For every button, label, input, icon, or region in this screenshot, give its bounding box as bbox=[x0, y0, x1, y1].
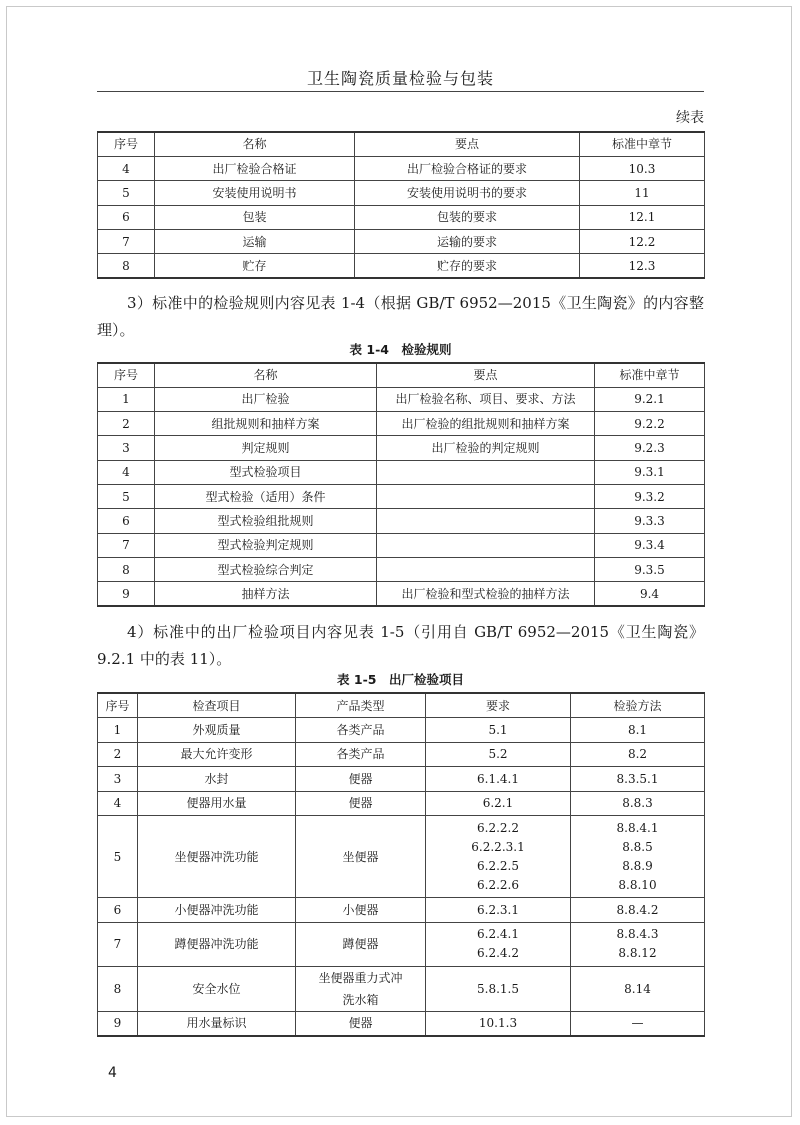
check-item: 坐便器冲洗功能 bbox=[138, 816, 296, 898]
item-name: 抽样方法 bbox=[155, 582, 377, 606]
test-method-line: 8.8.4.3 bbox=[616, 927, 659, 941]
product-type: 坐便器重力式冲洗水箱 bbox=[296, 966, 426, 1011]
row-number: 4 bbox=[98, 156, 155, 180]
row-number: 7 bbox=[98, 533, 155, 557]
column-header: 检验方法 bbox=[571, 693, 705, 718]
table-row bbox=[98, 460, 705, 484]
table-row bbox=[98, 922, 705, 966]
row-number: 2 bbox=[98, 742, 138, 767]
table-row bbox=[98, 898, 705, 923]
requirement: 6.2.1 bbox=[426, 791, 571, 816]
test-method-line: 8.8.5 bbox=[622, 839, 653, 854]
column-header: 要求 bbox=[426, 693, 571, 718]
table-row bbox=[98, 387, 705, 411]
requirement-line: 6.2.4.2 bbox=[477, 946, 519, 960]
section-ref: 9.3.4 bbox=[595, 533, 705, 557]
requirement-line: 6.2.4.1 bbox=[477, 927, 519, 941]
item-name: 运输 bbox=[155, 230, 355, 254]
key-point bbox=[377, 484, 595, 508]
check-item: 小便器冲洗功能 bbox=[138, 898, 296, 923]
item-name: 安装使用说明书 bbox=[155, 181, 355, 205]
section-ref: 12.3 bbox=[580, 254, 705, 278]
key-point: 出厂检验和型式检验的抽样方法 bbox=[377, 582, 595, 606]
table-row bbox=[98, 816, 705, 898]
table-row bbox=[98, 791, 705, 816]
item-name: 型式检验项目 bbox=[155, 460, 377, 484]
test-method: 8.8.4.2 bbox=[571, 898, 705, 923]
section-ref: 9.3.2 bbox=[595, 484, 705, 508]
check-item: 用水量标识 bbox=[138, 1011, 296, 1036]
product-type: 蹲便器 bbox=[296, 922, 426, 966]
check-item: 最大允许变形 bbox=[138, 742, 296, 767]
test-method-line: 8.8.4.1 bbox=[616, 820, 659, 835]
row-number: 3 bbox=[98, 436, 155, 460]
table-row bbox=[98, 205, 705, 229]
item-name: 型式检验综合判定 bbox=[155, 557, 377, 581]
section-ref: 9.4 bbox=[595, 582, 705, 606]
key-point: 出厂检验合格证的要求 bbox=[355, 156, 580, 180]
column-header: 序号 bbox=[98, 132, 155, 156]
item-name: 包装 bbox=[155, 205, 355, 229]
key-point: 安装使用说明书的要求 bbox=[355, 181, 580, 205]
key-point: 出厂检验的判定规则 bbox=[377, 436, 595, 460]
section-ref: 9.2.2 bbox=[595, 412, 705, 436]
key-point: 出厂检验名称、项目、要求、方法 bbox=[377, 387, 595, 411]
row-number: 1 bbox=[98, 718, 138, 743]
section-ref: 9.2.3 bbox=[595, 436, 705, 460]
item-name: 贮存 bbox=[155, 254, 355, 278]
item-name: 判定规则 bbox=[155, 436, 377, 460]
row-number: 6 bbox=[98, 509, 155, 533]
paragraph-3-text: 3）标准中的检验规则内容见表 1-4（根据 GB/T 6952—2015《卫生陶瓷》的内容整理）。 bbox=[97, 294, 704, 339]
key-point: 包装的要求 bbox=[355, 205, 580, 229]
row-number: 1 bbox=[98, 387, 155, 411]
row-number: 8 bbox=[98, 254, 155, 278]
product-type: 各类产品 bbox=[296, 718, 426, 743]
column-header: 名称 bbox=[155, 132, 355, 156]
test-method bbox=[571, 816, 705, 898]
check-item: 外观质量 bbox=[138, 718, 296, 743]
item-name: 出厂检验合格证 bbox=[155, 156, 355, 180]
row-number: 4 bbox=[98, 791, 138, 816]
requirement bbox=[426, 816, 571, 898]
test-method-line: 8.8.12 bbox=[618, 946, 657, 960]
section-ref: 9.3.5 bbox=[595, 557, 705, 581]
key-point: 运输的要求 bbox=[355, 230, 580, 254]
table-header-row bbox=[98, 693, 705, 718]
item-name: 组批规则和抽样方案 bbox=[155, 412, 377, 436]
requirement: 10.1.3 bbox=[426, 1011, 571, 1036]
table-row bbox=[98, 436, 705, 460]
row-number: 5 bbox=[98, 816, 138, 898]
table-row bbox=[98, 230, 705, 254]
paragraph-3 bbox=[97, 290, 704, 344]
requirement: 5.2 bbox=[426, 742, 571, 767]
check-item: 便器用水量 bbox=[138, 791, 296, 816]
row-number: 6 bbox=[98, 205, 155, 229]
item-name: 型式检验判定规则 bbox=[155, 533, 377, 557]
column-header: 标准中章节 bbox=[595, 363, 705, 387]
table-1-5 bbox=[97, 692, 705, 1037]
test-method bbox=[571, 922, 705, 966]
column-header: 序号 bbox=[98, 363, 155, 387]
section-ref: 9.3.1 bbox=[595, 460, 705, 484]
row-number: 5 bbox=[98, 484, 155, 508]
row-number: 5 bbox=[98, 181, 155, 205]
section-ref: 9.3.3 bbox=[595, 509, 705, 533]
row-number: 9 bbox=[98, 582, 155, 606]
check-item: 安全水位 bbox=[138, 966, 296, 1011]
key-point bbox=[377, 533, 595, 557]
column-header: 标准中章节 bbox=[580, 132, 705, 156]
table-row bbox=[98, 582, 705, 606]
row-number: 9 bbox=[98, 1011, 138, 1036]
row-number: 8 bbox=[98, 966, 138, 1011]
column-header: 检查项目 bbox=[138, 693, 296, 718]
check-item: 水封 bbox=[138, 767, 296, 792]
product-type: 便器 bbox=[296, 767, 426, 792]
table-row bbox=[98, 767, 705, 792]
row-number: 4 bbox=[98, 460, 155, 484]
continued-table bbox=[97, 131, 705, 279]
key-point bbox=[377, 460, 595, 484]
table-row bbox=[98, 1011, 705, 1036]
product-type: 各类产品 bbox=[296, 742, 426, 767]
section-ref: 12.1 bbox=[580, 205, 705, 229]
table-row bbox=[98, 557, 705, 581]
table-row bbox=[98, 509, 705, 533]
product-type: 坐便器 bbox=[296, 816, 426, 898]
requirement-line: 6.2.2.6 bbox=[477, 877, 519, 892]
column-header: 要点 bbox=[355, 132, 580, 156]
test-method: 8.2 bbox=[571, 742, 705, 767]
column-header: 名称 bbox=[155, 363, 377, 387]
key-point: 贮存的要求 bbox=[355, 254, 580, 278]
table-row bbox=[98, 966, 705, 1011]
row-number: 7 bbox=[98, 230, 155, 254]
requirement: 6.1.4.1 bbox=[426, 767, 571, 792]
row-number: 7 bbox=[98, 922, 138, 966]
test-method: 8.8.3 bbox=[571, 791, 705, 816]
continued-table-label: 续表 bbox=[676, 110, 704, 126]
table-row bbox=[98, 156, 705, 180]
key-point bbox=[377, 557, 595, 581]
table-row bbox=[98, 742, 705, 767]
column-header: 要点 bbox=[377, 363, 595, 387]
requirement-line: 6.2.2.5 bbox=[477, 858, 519, 873]
requirement-line: 6.2.2.3.1 bbox=[471, 839, 525, 854]
test-method-line: 8.8.9 bbox=[622, 858, 653, 873]
header-rule bbox=[97, 91, 704, 92]
table-row bbox=[98, 254, 705, 278]
table-header-row bbox=[98, 132, 705, 156]
row-number: 8 bbox=[98, 557, 155, 581]
running-header: 卫生陶瓷质量检验与包装 bbox=[306, 69, 494, 88]
check-item: 蹲便器冲洗功能 bbox=[138, 922, 296, 966]
table-row bbox=[98, 412, 705, 436]
key-point bbox=[377, 509, 595, 533]
requirement bbox=[426, 922, 571, 966]
test-method: 8.1 bbox=[571, 718, 705, 743]
table-1-5-caption: 表 1-5 出厂检验项目 bbox=[337, 672, 464, 687]
row-number: 2 bbox=[98, 412, 155, 436]
product-type: 便器 bbox=[296, 791, 426, 816]
section-ref: 11 bbox=[580, 181, 705, 205]
product-type: 便器 bbox=[296, 1011, 426, 1036]
row-number: 6 bbox=[98, 898, 138, 923]
table-1-4-caption: 表 1-4 检验规则 bbox=[349, 342, 452, 357]
paragraph-4 bbox=[97, 619, 704, 673]
column-header: 产品类型 bbox=[296, 693, 426, 718]
key-point: 出厂检验的组批规则和抽样方案 bbox=[377, 412, 595, 436]
product-type: 小便器 bbox=[296, 898, 426, 923]
requirement: 6.2.3.1 bbox=[426, 898, 571, 923]
row-number: 3 bbox=[98, 767, 138, 792]
table-row bbox=[98, 718, 705, 743]
item-name: 出厂检验 bbox=[155, 387, 377, 411]
table-row bbox=[98, 484, 705, 508]
requirement: 5.1 bbox=[426, 718, 571, 743]
table-row bbox=[98, 181, 705, 205]
page-number: 4 bbox=[108, 1065, 117, 1081]
table-row bbox=[98, 533, 705, 557]
table-1-4 bbox=[97, 362, 705, 607]
item-name: 型式检验组批规则 bbox=[155, 509, 377, 533]
test-method: 8.3.5.1 bbox=[571, 767, 705, 792]
requirement-line: 6.2.2.2 bbox=[477, 820, 519, 835]
table-header-row bbox=[98, 363, 705, 387]
column-header: 序号 bbox=[98, 693, 138, 718]
test-method: — bbox=[571, 1011, 705, 1036]
requirement: 5.8.1.5 bbox=[426, 966, 571, 1011]
test-method: 8.14 bbox=[571, 966, 705, 1011]
test-method-line: 8.8.10 bbox=[618, 877, 657, 892]
section-ref: 10.3 bbox=[580, 156, 705, 180]
item-name: 型式检验（适用）条件 bbox=[155, 484, 377, 508]
section-ref: 9.2.1 bbox=[595, 387, 705, 411]
section-ref: 12.2 bbox=[580, 230, 705, 254]
paragraph-4-text: 4）标准中的出厂检验项目内容见表 1-5（引用自 GB/T 6952—2015《卫生陶瓷》9.2.1 中的表 11）。 bbox=[97, 623, 704, 668]
